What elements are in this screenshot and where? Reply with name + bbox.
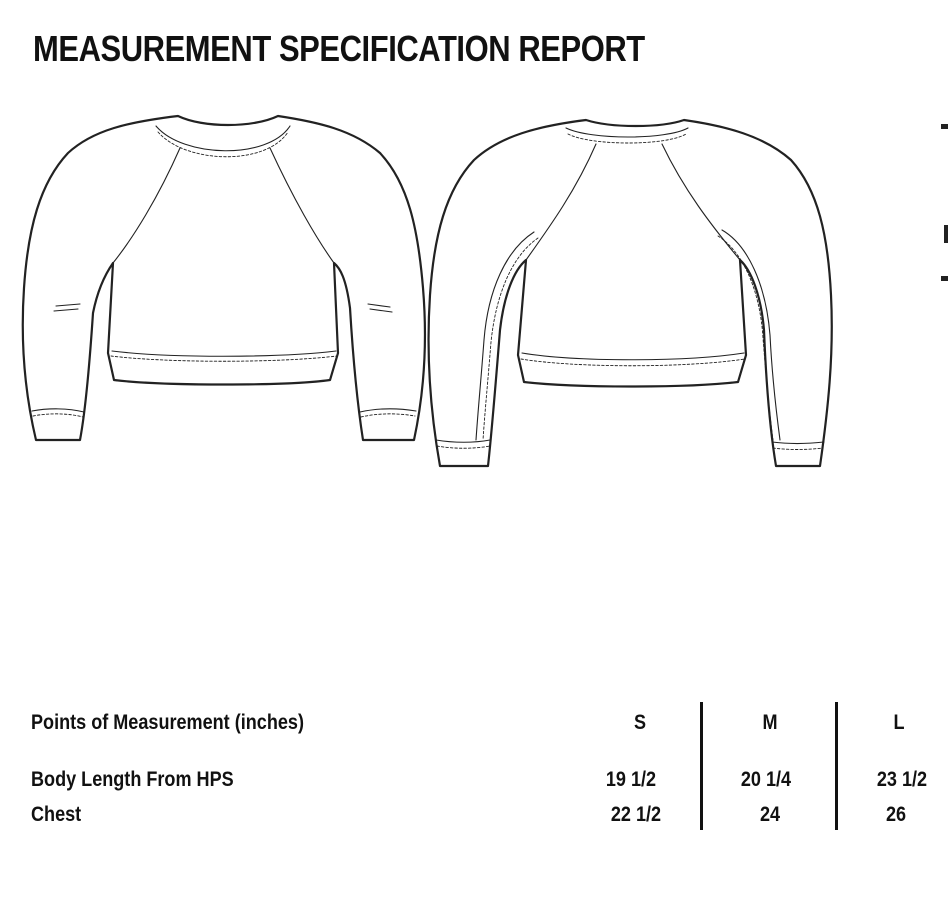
value-chest-m: 24 (759, 803, 781, 826)
edge-mark (941, 124, 948, 129)
size-header-l: L (893, 711, 905, 734)
row-label-body-length: Body Length From HPS (31, 768, 234, 791)
value-chest-l: 26 (885, 803, 907, 826)
table-header-label: Points of Measurement (inches) (31, 711, 304, 734)
page-title: MEASUREMENT SPECIFICATION REPORT (33, 28, 645, 69)
sweatshirt-front-sketch (18, 108, 430, 470)
back-outline (428, 120, 831, 466)
front-outline (23, 116, 425, 440)
size-header-m: M (762, 711, 778, 734)
column-divider (835, 702, 838, 830)
size-header-s: S (633, 711, 647, 734)
edge-mark (941, 276, 948, 281)
sweatshirt-back-sketch (426, 110, 838, 472)
value-chest-s: 22 1/2 (610, 803, 662, 826)
column-divider (700, 702, 703, 830)
edge-mark (944, 225, 948, 243)
value-body-length-l: 23 1/2 (876, 768, 928, 791)
value-body-length-m: 20 1/4 (740, 768, 792, 791)
row-label-chest: Chest (31, 803, 82, 826)
value-body-length-s: 19 1/2 (605, 768, 657, 791)
